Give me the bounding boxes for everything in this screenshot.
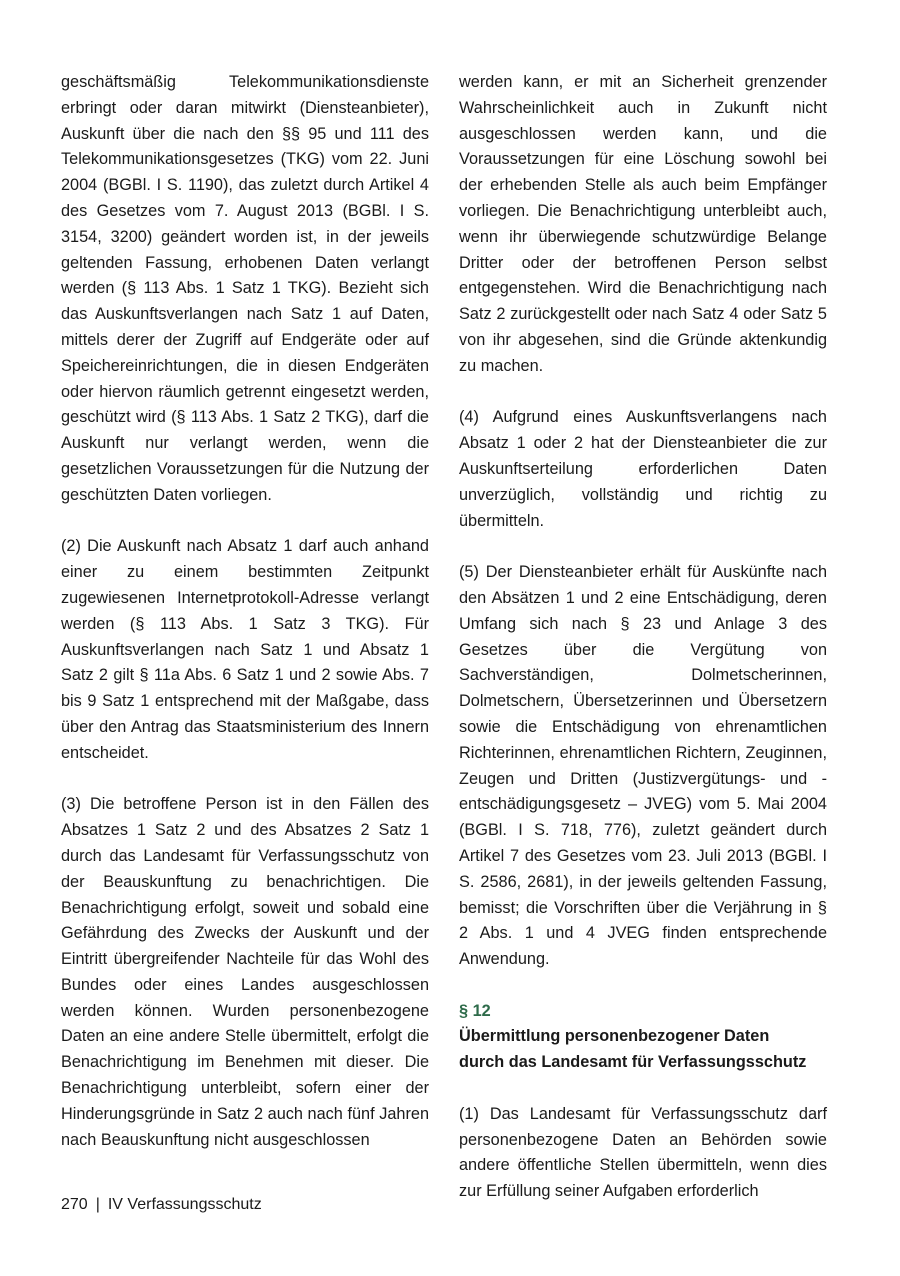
left-column [61,70,429,1153]
section-title-line-2: durch das Landesamt für Verfassungsschutz [459,1053,807,1072]
section-title-line-1: Übermittlung personenbezogener Daten [459,1027,770,1046]
paragraph-3: (3) Die betroffene Person ist in den Fällen des Absatzes 1 Satz 2 und des Absatzes 2 Satz 1 durch das Landesamt für Verfassungsschutz von der Beauskunftung zu benachrichtigen. Die Benachrichtigung erfolgt, soweit und sobald eine Gefährdung des Zwecks der Auskunft und der Eintritt übergreifender Nachteile für das Wohl des Bundes oder eines Landes ausgeschlossen werden können. Wurden personenbezogene Daten an eine andere Stelle übermittelt, erfolgt die Benachrichtigung im Benehmen mit dieser. Die Benachrichtigung unterbleibt, sofern einer der Hinderungsgründe in Satz 2 auch nach fünf Jahren nach Beauskunftung nicht ausgeschlossen [61,795,429,1149]
paragraph-5: (5) Der Diensteanbieter erhält für Auskünfte nach den Absätzen 1 und 2 eine Entschädigung, deren Umfang sich nach § 23 und Anlage 3 des Gesetzes über die Vergütung von Sachverständigen, Dolmetscherinnen, Dolmetschern, Übersetzerinnen und Übersetzern sowie die Entschädigung von ehrenamtlichen Richterinnen, ehrenamtlichen Richtern, Zeuginnen, Zeugen und Dritten (Justizvergütungs- und -entschädigungsgesetz – JVEG) vom 5. Mai 2004 (BGBl. I S. 718, 776), zuletzt geändert durch Artikel 7 des Gesetzes vom 23. Juli 2013 (BGBl. I S. 2586, 2681), in der jeweils geltenden Fassung, bemisst; die Vorschriften über die Verjährung in § 2 Abs. 1 und 4 JVEG finden entsprechende Anwendung. [459,563,827,969]
paragraph-3-continued: werden kann, er mit an Sicherheit grenzender Wahrscheinlichkeit auch in Zukunft nicht ausgeschlossen werden kann, und die Voraussetzungen für eine Löschung sowohl bei der erhebenden Stelle als auch beim Empfänger vorliegen. Die Benachrichtigung unterbleibt auch, wenn ihr überwiegende schutzwürdige Belange Dritter oder der betroffenen Person selbst entgegenstehen. Wird die Benachrichtigung nach Satz 2 zurückgestellt oder nach Satz 4 oder Satz 5 von ihr abgesehen, sind die Gründe aktenkundig zu machen. [459,73,827,375]
paragraph-2: (2) Die Auskunft nach Absatz 1 darf auch anhand einer zu einem bestimmten Zeitpunkt zugewiesenen Internetprotokoll-Adresse verlangt werden (§ 113 Abs. 1 Satz 3 TKG). Für Auskunftsverlangen nach Satz 1 und Absatz 1 Satz 2 gilt § 11a Abs. 6 Satz 1 und 2 sowie Abs. 7 bis 9 Satz 1 entsprechend mit der Maßgabe, dass über den Antrag das Staatsministerium des Innern entscheidet. [61,537,429,762]
section-number: § 12 [459,1001,491,1020]
chapter-title: IV Verfassungsschutz [107,1196,262,1213]
page-footer [61,1195,262,1215]
paragraph-1-continued: geschäftsmäßig Telekommunikationsdienste erbringt oder daran mitwirkt (Diensteanbieter), Auskunft über die nach den §§ 95 und 111 des Telekommunikationsgesetzes (TKG) vom 22. Juni 2004 (BGBl. I S. 1190), das zuletzt durch Artikel 4 des Gesetzes vom 7. August 2013 (BGBl. I S. 3154, 3200) geändert worden ist, in der jeweils geltenden Fassung, erhobenen Daten verlangt werden (§ 113 Abs. 1 Satz 1 TKG). Bezieht sich das Auskunftsverlangen nach Satz 1 auf Daten, mittels derer der Zugriff auf Endgeräte oder auf Speichereinrichtungen, die in diesen Endgeräten oder hiervon räumlich getrennt eingesetzt werden, geschützt wird (§ 113 Abs. 1 Satz 2 TKG), darf die Auskunft nur verlangt werden, wenn die gesetzlichen Voraussetzungen für die Nutzung der geschützten Daten vorliegen. [61,73,429,504]
section-paragraph-1: (1) Das Landesamt für Verfassungsschutz darf personenbezogene Daten an Behörden sowie andere öffentliche Stellen übermitteln, wenn dies zur Erfüllung seiner Aufgaben erforderlich [459,1104,827,1201]
section-title [459,1024,827,1076]
page-number: 270 [61,1196,88,1213]
footer-separator: | [95,1196,100,1213]
right-column [459,70,827,1205]
paragraph-4: (4) Aufgrund eines Auskunftsverlangens nach Absatz 1 oder 2 hat der Diensteanbieter die zur Auskunftserteilung erforderlichen Daten unverzüglich, vollständig und richtig zu übermitteln. [459,408,827,530]
